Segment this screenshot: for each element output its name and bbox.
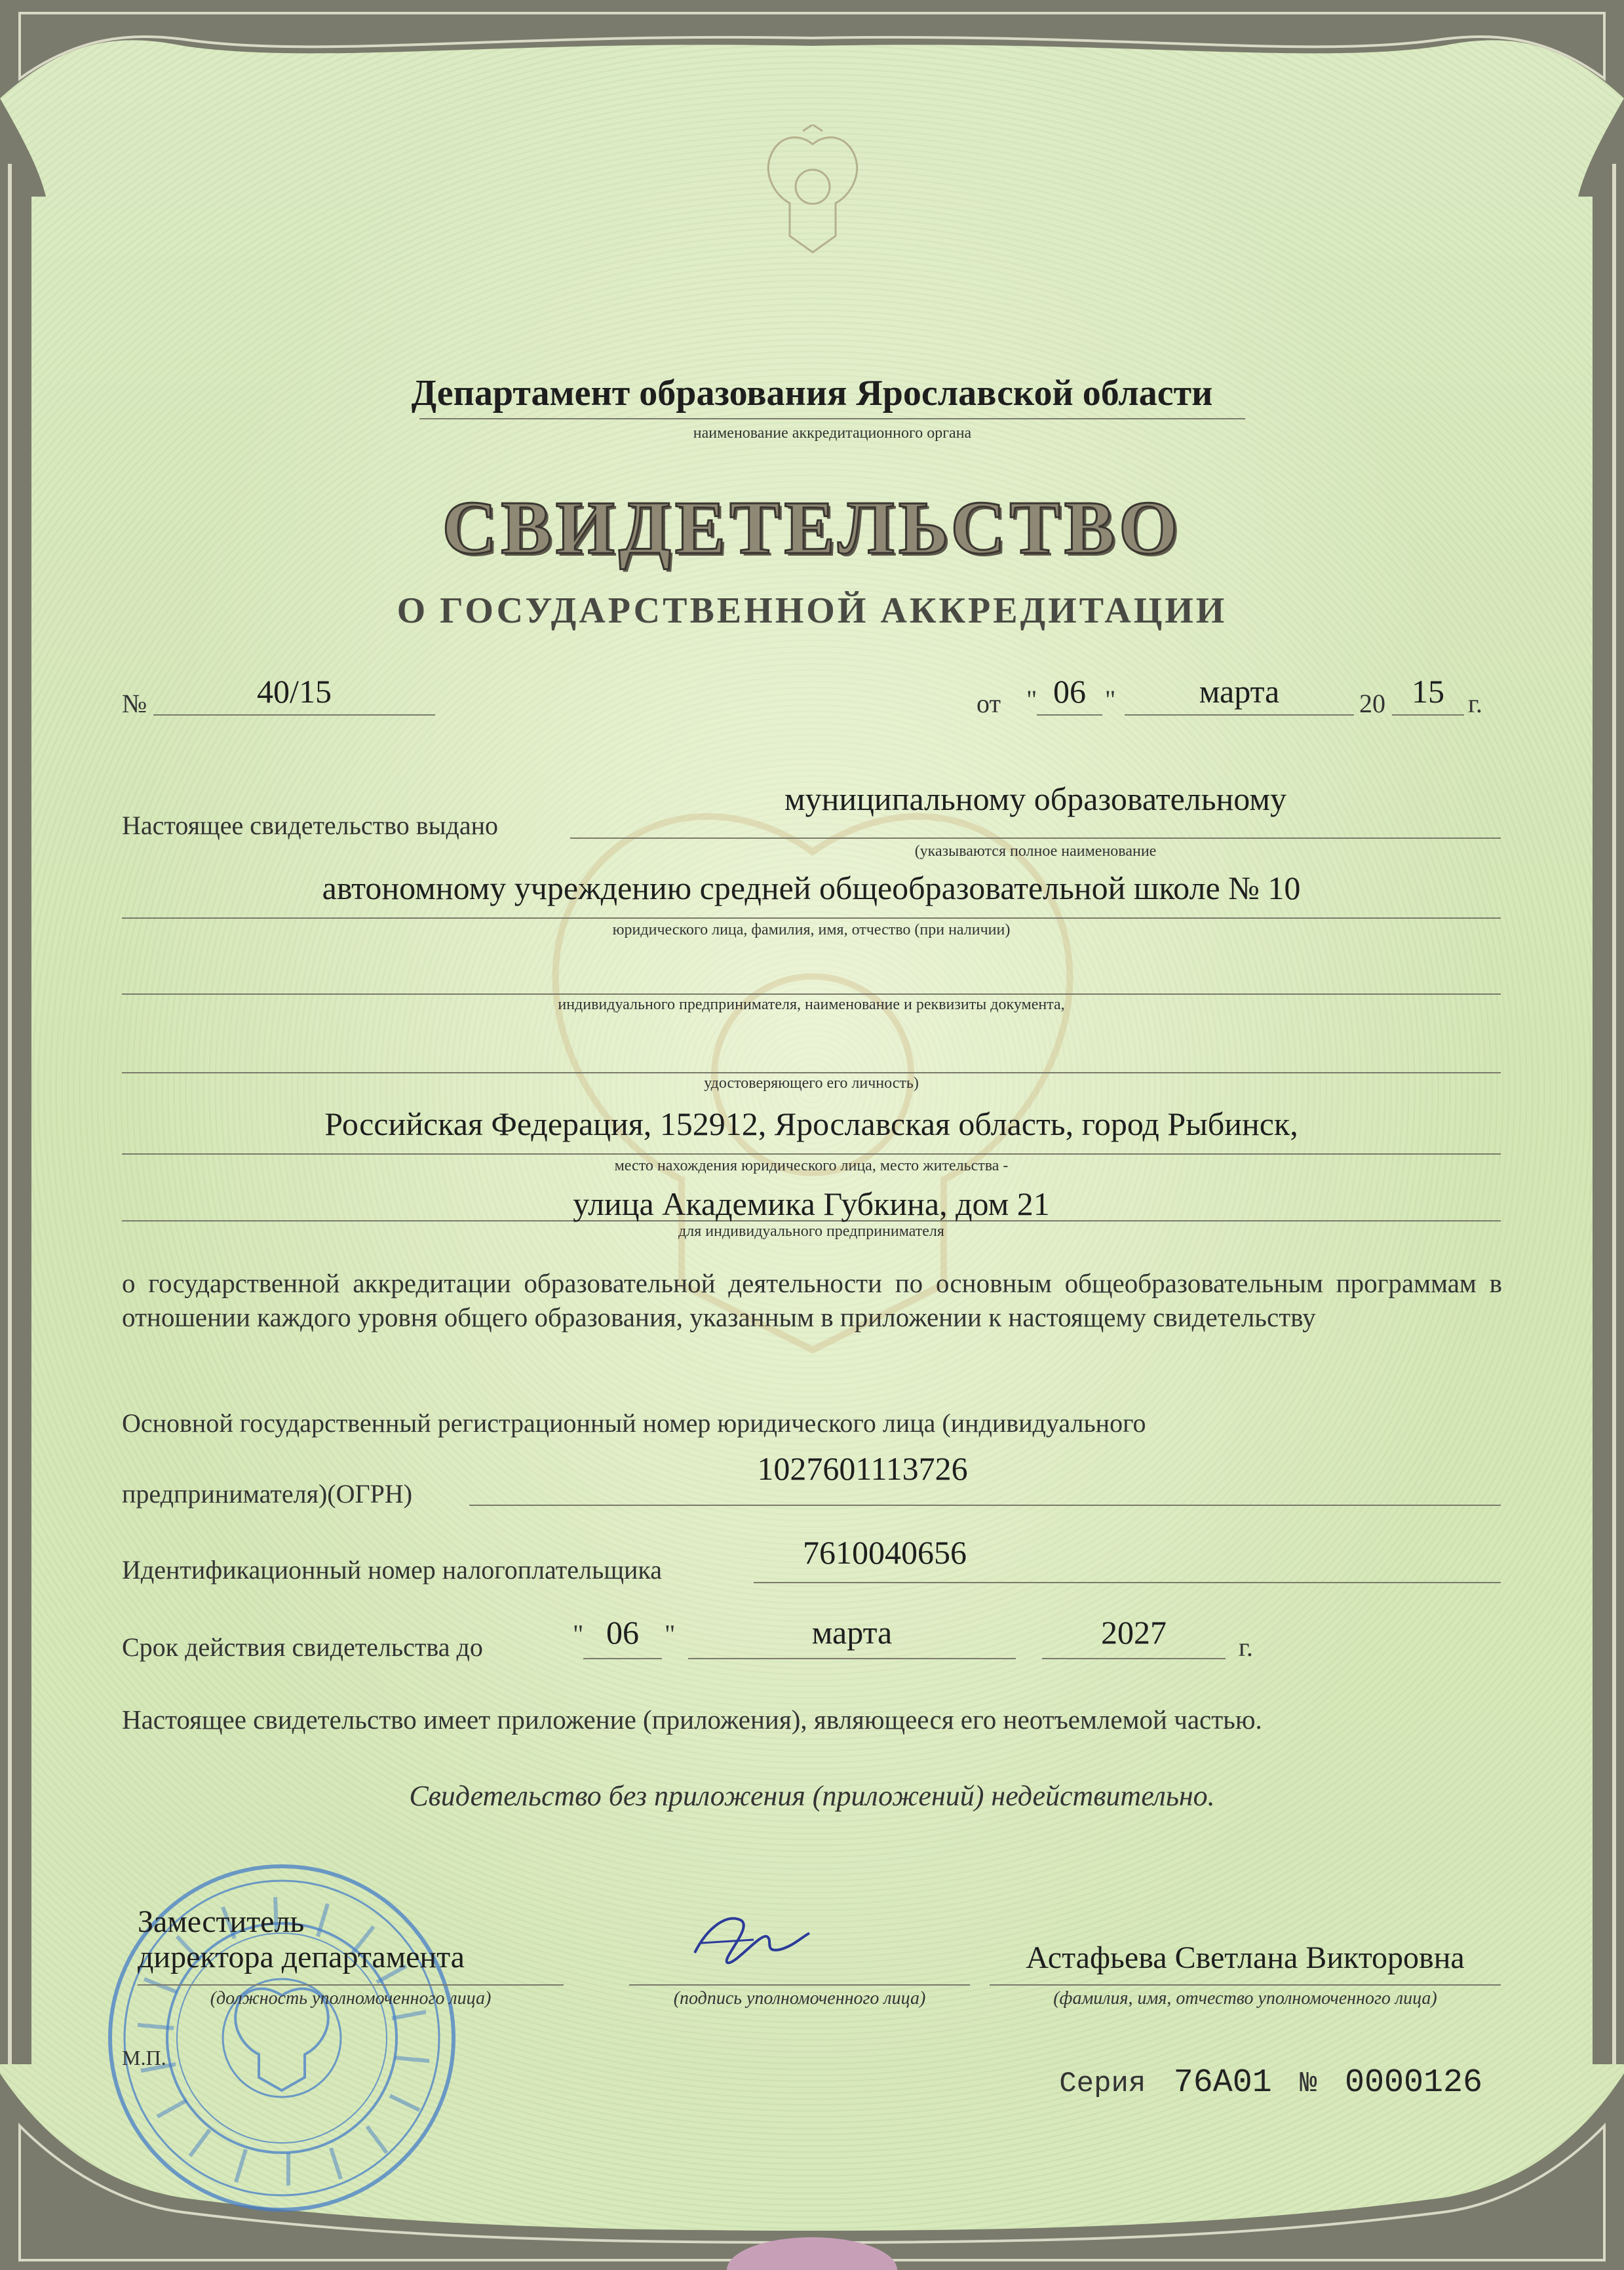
issued-name-line1: муниципальному образовательному bbox=[784, 780, 1286, 817]
appendix-notice: Настоящее свидетельство имеет приложение (приложения), являющееся его неотъемлемой частью. bbox=[122, 1704, 1262, 1735]
ogrn-label-line2: предпринимателя)(ОГРН) bbox=[122, 1479, 413, 1509]
inn-label: Идентификационный номер налогоплательщика bbox=[122, 1555, 663, 1585]
date-year-prefix: 20 bbox=[1359, 689, 1385, 718]
issued-line2-underline bbox=[122, 917, 1501, 919]
ogrn-underline bbox=[469, 1505, 1501, 1506]
validity-year-underline bbox=[1042, 1658, 1226, 1659]
appendix-warning: Свидетельство без приложения (приложений) недействительно. bbox=[409, 1780, 1215, 1812]
issued-caption4: удостоверяющего его личность) bbox=[704, 1075, 919, 1092]
issued-caption3: индивидуального предпринимателя, наименование и реквизиты документа, bbox=[558, 996, 1065, 1013]
validity-quote-open: " bbox=[573, 1619, 584, 1649]
validity-unit: г. bbox=[1239, 1632, 1253, 1662]
certificate-subtitle: О ГОСУДАРСТВЕННОЙ АККРЕДИТАЦИИ bbox=[396, 590, 1228, 631]
validity-quote-close: " bbox=[665, 1619, 676, 1649]
issued-line1-underline bbox=[570, 837, 1501, 839]
issued-caption1: (указываются полное наименование bbox=[914, 843, 1157, 860]
date-day-underline bbox=[1037, 714, 1102, 716]
signature-underline bbox=[629, 1984, 970, 1986]
address-caption2: для индивидуального предпринимателя bbox=[678, 1223, 944, 1240]
issued-caption2: юридического лица, фамилия, имя, отчество (при наличии) bbox=[612, 921, 1011, 938]
signer-position-underline bbox=[138, 1984, 564, 1986]
signer-position bbox=[138, 1904, 465, 1975]
double-headed-eagle-emblem-icon bbox=[757, 125, 868, 262]
validity-day: 06 bbox=[606, 1614, 639, 1651]
series-label: Серия bbox=[1059, 2068, 1146, 2100]
number-underline bbox=[153, 714, 435, 716]
ogrn-value: 1027601113726 bbox=[757, 1450, 968, 1487]
handwritten-signature-icon bbox=[682, 1900, 813, 1972]
issued-line3-underline bbox=[122, 993, 1501, 995]
certificate-title: СВИДЕТЕЛЬСТВО bbox=[442, 486, 1182, 570]
series-number: 0000126 bbox=[1344, 2064, 1482, 2102]
address-line1-underline bbox=[122, 1153, 1501, 1155]
address-caption1: место нахождения юридического лица, место жительства - bbox=[614, 1157, 1009, 1174]
authority-underline bbox=[419, 418, 1245, 419]
date-from-label: от bbox=[976, 689, 1001, 718]
signer-position-line1: Заместитель bbox=[138, 1904, 305, 1939]
validity-month-underline bbox=[688, 1658, 1016, 1659]
validity-year: 2027 bbox=[1101, 1614, 1167, 1651]
signer-name: Астафьева Светлана Викторовна bbox=[1026, 1940, 1465, 1975]
date-quote-close: " bbox=[1105, 685, 1116, 714]
authority-name: Департамент образования Ярославской области bbox=[411, 373, 1213, 414]
date-year-unit: г. bbox=[1468, 689, 1482, 718]
date-quote-open: " bbox=[1026, 685, 1037, 714]
issued-to-label: Настоящее свидетельство выдано bbox=[122, 811, 499, 840]
issued-name-line2: автономному учреждению средней общеобразовательной школе № 10 bbox=[322, 870, 1301, 906]
issued-line4-underline bbox=[122, 1072, 1501, 1073]
address-line2: улица Академика Губкина, дом 21 bbox=[573, 1185, 1050, 1222]
signer-position-line2: директора департамента bbox=[138, 1940, 465, 1974]
authority-caption: наименование аккредитационного органа bbox=[693, 425, 972, 442]
series-value: 76А01 bbox=[1173, 2064, 1272, 2102]
validity-month: марта bbox=[811, 1614, 893, 1651]
date-month-underline bbox=[1125, 714, 1354, 716]
certificate-number: 40/15 bbox=[257, 673, 332, 710]
inn-underline bbox=[754, 1582, 1501, 1583]
signer-name-caption: (фамилия, имя, отчество уполномоченного лица) bbox=[1053, 1988, 1437, 2009]
validity-day-underline bbox=[583, 1658, 662, 1659]
series-number-label: № bbox=[1300, 2068, 1317, 2100]
accreditation-scope-text: о государственной аккредитации образовательной деятельности по основным общеобразовательным программам в отношении каждого уровня общего образования, указанным в приложении к настоящему свидетельству bbox=[122, 1268, 1502, 1332]
date-year-suffix: 15 bbox=[1412, 673, 1444, 710]
stamp-place-label: М.П. bbox=[122, 2046, 166, 2069]
validity-label: Срок действия свидетельства до bbox=[122, 1632, 483, 1662]
ogrn-label-line1: Основной государственный регистрационный номер юридического лица (индивидуального bbox=[122, 1408, 1146, 1438]
date-month: марта bbox=[1199, 673, 1280, 710]
signature-caption: (подпись уполномоченного лица) bbox=[673, 1988, 926, 2009]
date-day: 06 bbox=[1053, 673, 1086, 710]
inn-value: 7610040656 bbox=[803, 1534, 967, 1571]
date-year-underline bbox=[1392, 714, 1464, 716]
signer-name-underline bbox=[990, 1984, 1501, 1986]
signer-position-caption: (должность уполномоченного лица) bbox=[210, 1988, 492, 2009]
address-line1: Российская Федерация, 152912, Ярославская область, город Рыбинск, bbox=[324, 1106, 1298, 1142]
number-prefix: № bbox=[122, 689, 147, 718]
blank-series-number bbox=[1059, 2064, 1493, 2102]
